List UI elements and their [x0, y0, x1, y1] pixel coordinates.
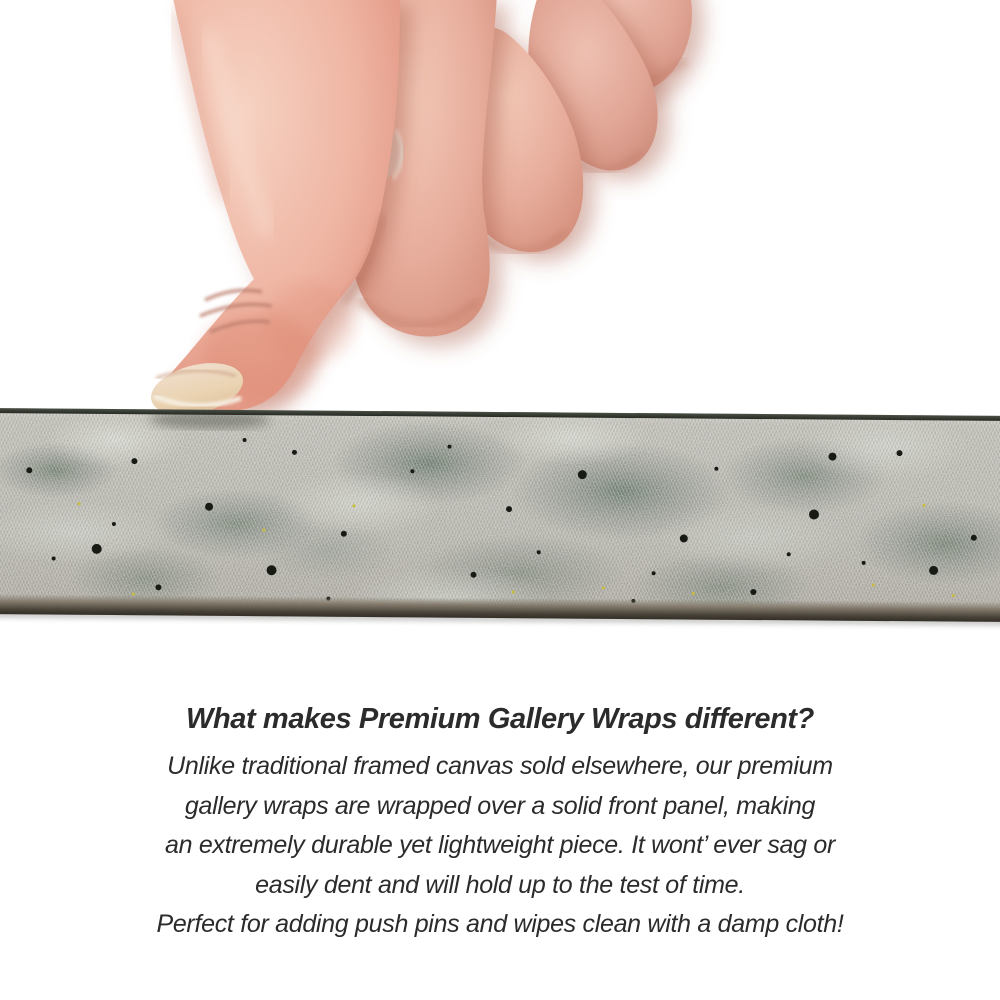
black-specks	[25, 436, 977, 605]
info-heading: What makes Premium Gallery Wraps different?	[186, 703, 814, 735]
canvas-specks	[0, 408, 1000, 622]
info-line-1: Unlike traditional framed canvas sold elsewhere, our premium	[167, 752, 833, 780]
marketing-text-block	[0, 701, 1000, 945]
info-line-2: gallery wraps are wrapped over a solid front panel, making	[184, 791, 816, 820]
hand-photo	[0, 0, 1000, 418]
info-line-4: easily dent and will hold up to the test of time.	[255, 870, 745, 899]
canvas-edge-strip	[0, 408, 1000, 622]
info-line-3: an extremely durable yet lightweight piece. It wont’ ever sag or	[164, 831, 836, 859]
info-line-5: Perfect for adding push pins and wipes clean with a damp cloth!	[156, 910, 844, 938]
yellow-flecks	[77, 497, 956, 602]
